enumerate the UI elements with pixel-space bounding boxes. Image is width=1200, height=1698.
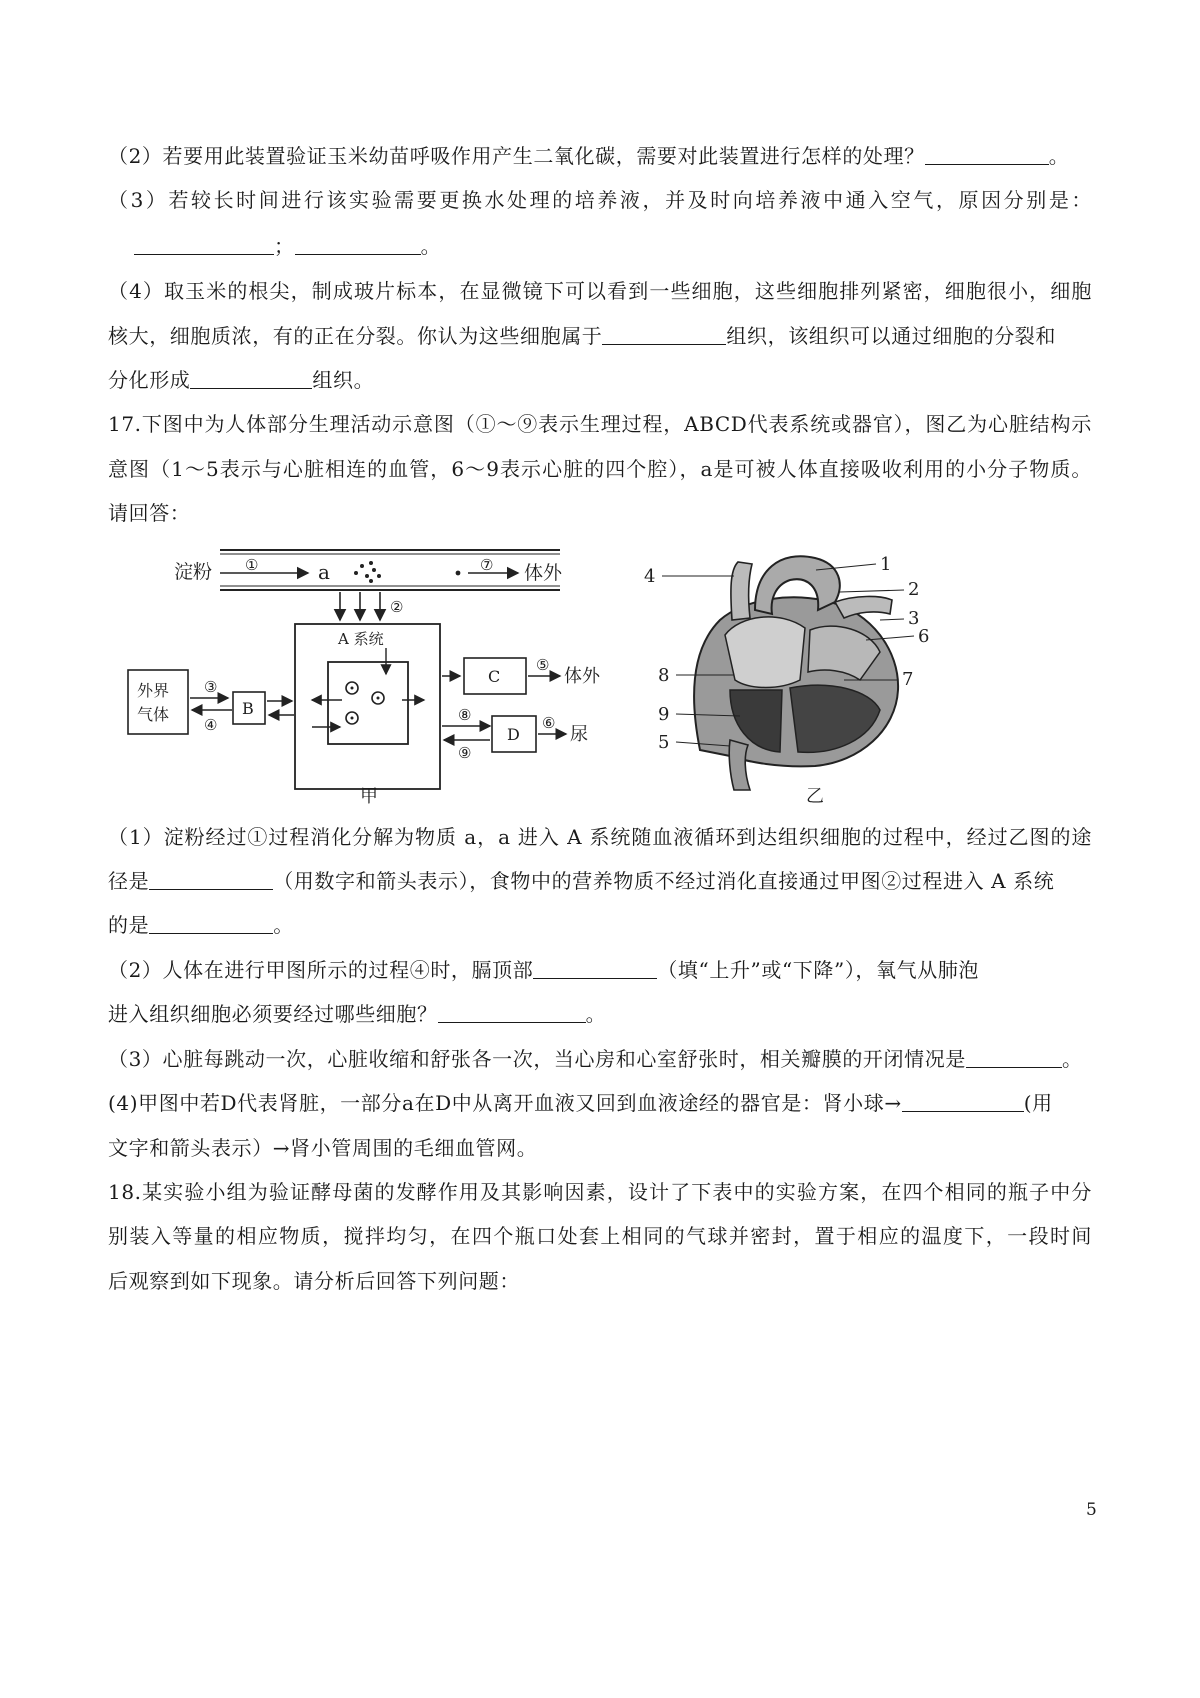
q17-part1-line2: 径是 （用数字和箭头表示），食物中的营养物质不经过消化直接通过甲图②过程进入 A 系统: [108, 869, 1055, 893]
q16-part4-line2: 核大，细胞质浓，有的正在分裂。你认为这些细胞属于 组织，该组织可以通过细胞的分裂和: [108, 324, 1057, 348]
label-7: 7: [902, 669, 914, 690]
process-3-label: ③: [204, 678, 218, 696]
answer-blank[interactable]: [295, 234, 421, 255]
process-9-label: ⑨: [458, 744, 472, 762]
residue-dot: [456, 571, 461, 576]
outside-air-label-1: 外界: [137, 681, 170, 700]
label-3: 3: [908, 608, 920, 629]
q16-part3: （3）若较长时间进行该实验需要更换水处理的培养液，并及时向培养液中通入空气，原因分别是：: [108, 188, 1092, 212]
answer-blank[interactable]: [149, 869, 273, 890]
process-6-label: ⑥: [542, 714, 556, 732]
page-number: 5: [1086, 1500, 1097, 1520]
leader-3: [880, 619, 904, 620]
q18-line2: 别装入等量的相应物质，搅拌均匀，在四个瓶口处套上相同的气球并密封，置于相应的温度下，一段时间: [108, 1224, 1092, 1248]
tissue-cell-box: [328, 662, 408, 744]
figure-yi-heart-diagram: [630, 540, 960, 805]
leader-2: [840, 590, 904, 592]
q16-part3-blanks: ； 。: [134, 232, 441, 260]
process-1-label: ①: [245, 556, 259, 574]
process-5-label: ⑤: [536, 656, 550, 674]
answer-blank[interactable]: [602, 324, 726, 345]
figure-jia-flow-diagram: [120, 540, 620, 805]
label-1: 1: [880, 554, 892, 575]
q16-part2: （2）若要用此装置验证玉米幼苗呼吸作用产生二氧化碳，需要对此装置进行怎样的处理？ 。: [108, 144, 1070, 168]
q17-stem-line3: 请回答：: [108, 501, 191, 525]
outside-air-box: [128, 670, 188, 734]
label-4: 4: [644, 566, 656, 587]
process-8-label: ⑧: [458, 706, 472, 724]
label-8: 8: [658, 665, 670, 686]
q17-part3: （3）心脏每跳动一次，心脏收缩和舒张各一次，当心房和心室舒张时，相关瓣膜的开闭情况是 。: [108, 1047, 1083, 1071]
answer-blank[interactable]: [134, 234, 274, 255]
figure-jia-caption: 甲: [360, 786, 378, 805]
answer-blank[interactable]: [149, 913, 273, 934]
process-2-label: ②: [390, 598, 404, 616]
process-7-label: ⑦: [480, 556, 494, 574]
answer-blank[interactable]: [190, 368, 312, 389]
q18-line3: 后观察到如下现象。请分析后回答下列问题：: [108, 1269, 520, 1293]
organ-d-label: D: [507, 725, 520, 744]
outside-body-label-1: 体外: [524, 562, 563, 584]
process-4-label: ④: [204, 716, 218, 734]
urine-label: 尿: [570, 724, 588, 745]
q17-part4-line2: 文字和箭头表示）→肾小管周围的毛细血管网。: [108, 1136, 538, 1160]
outside-body-label-2: 体外: [564, 666, 600, 687]
q17-part4-line1: (4)甲图中若D代表肾脏，一部分a在D中从离开血液又回到血液途经的器官是：肾小球→ (用: [108, 1091, 1053, 1115]
q17-part2-line1: （2）人体在进行甲图所示的过程④时，膈顶部 （填“上升”或“下降”），氧气从肺泡: [108, 958, 980, 982]
q17-part2-line2: 进入组织细胞必须要经过哪些细胞？ 。: [108, 1002, 607, 1026]
answer-blank[interactable]: [438, 1002, 586, 1023]
system-a-box: [295, 624, 440, 789]
label-2: 2: [908, 579, 920, 600]
molecule-dots: [354, 561, 381, 583]
answer-blank[interactable]: [966, 1047, 1062, 1068]
q16-part4-line3: 分化形成 组织。: [108, 368, 375, 392]
answer-blank[interactable]: [533, 958, 657, 979]
outside-air-label-2: 气体: [137, 705, 170, 724]
q16-part4-line1: （4）取玉米的根尖，制成玻片标本，在显微镜下可以看到一些细胞，这些细胞排列紧密，细胞很小，细胞: [108, 279, 1092, 303]
organ-b-label: B: [242, 699, 254, 718]
q17-part1-line1: （1）淀粉经过①过程消化分解为物质 a，a 进入 A 系统随血液循环到达组织细胞的过程中，经过乙图的途: [108, 825, 1092, 849]
substance-a-label: a: [318, 560, 330, 584]
label-9: 9: [658, 704, 670, 725]
q17-stem-line2: 意图（1～5表示与心脏相连的血管，6～9表示心脏的四个腔），a是可被人体直接吸收利用的小分子物质。: [108, 457, 1092, 481]
answer-blank[interactable]: [925, 144, 1049, 165]
figure-yi-caption: 乙: [806, 786, 824, 805]
system-a-label: A 系统: [338, 630, 384, 648]
label-6: 6: [918, 626, 930, 647]
starch-label: 淀粉: [174, 561, 213, 583]
q18-line1: 18.某实验小组为验证酵母菌的发酵作用及其影响因素，设计了下表中的实验方案，在四个相同的瓶子中分: [108, 1180, 1092, 1204]
q17-stem-line1: 17.下图中为人体部分生理活动示意图（①～⑨表示生理过程，ABCD代表系统或器官），图乙为心脏结构示: [108, 412, 1092, 436]
q17-part1-line3: 的是 。: [108, 913, 294, 937]
organ-c-label: C: [488, 667, 501, 686]
answer-blank[interactable]: [902, 1091, 1024, 1112]
label-5: 5: [658, 732, 670, 753]
